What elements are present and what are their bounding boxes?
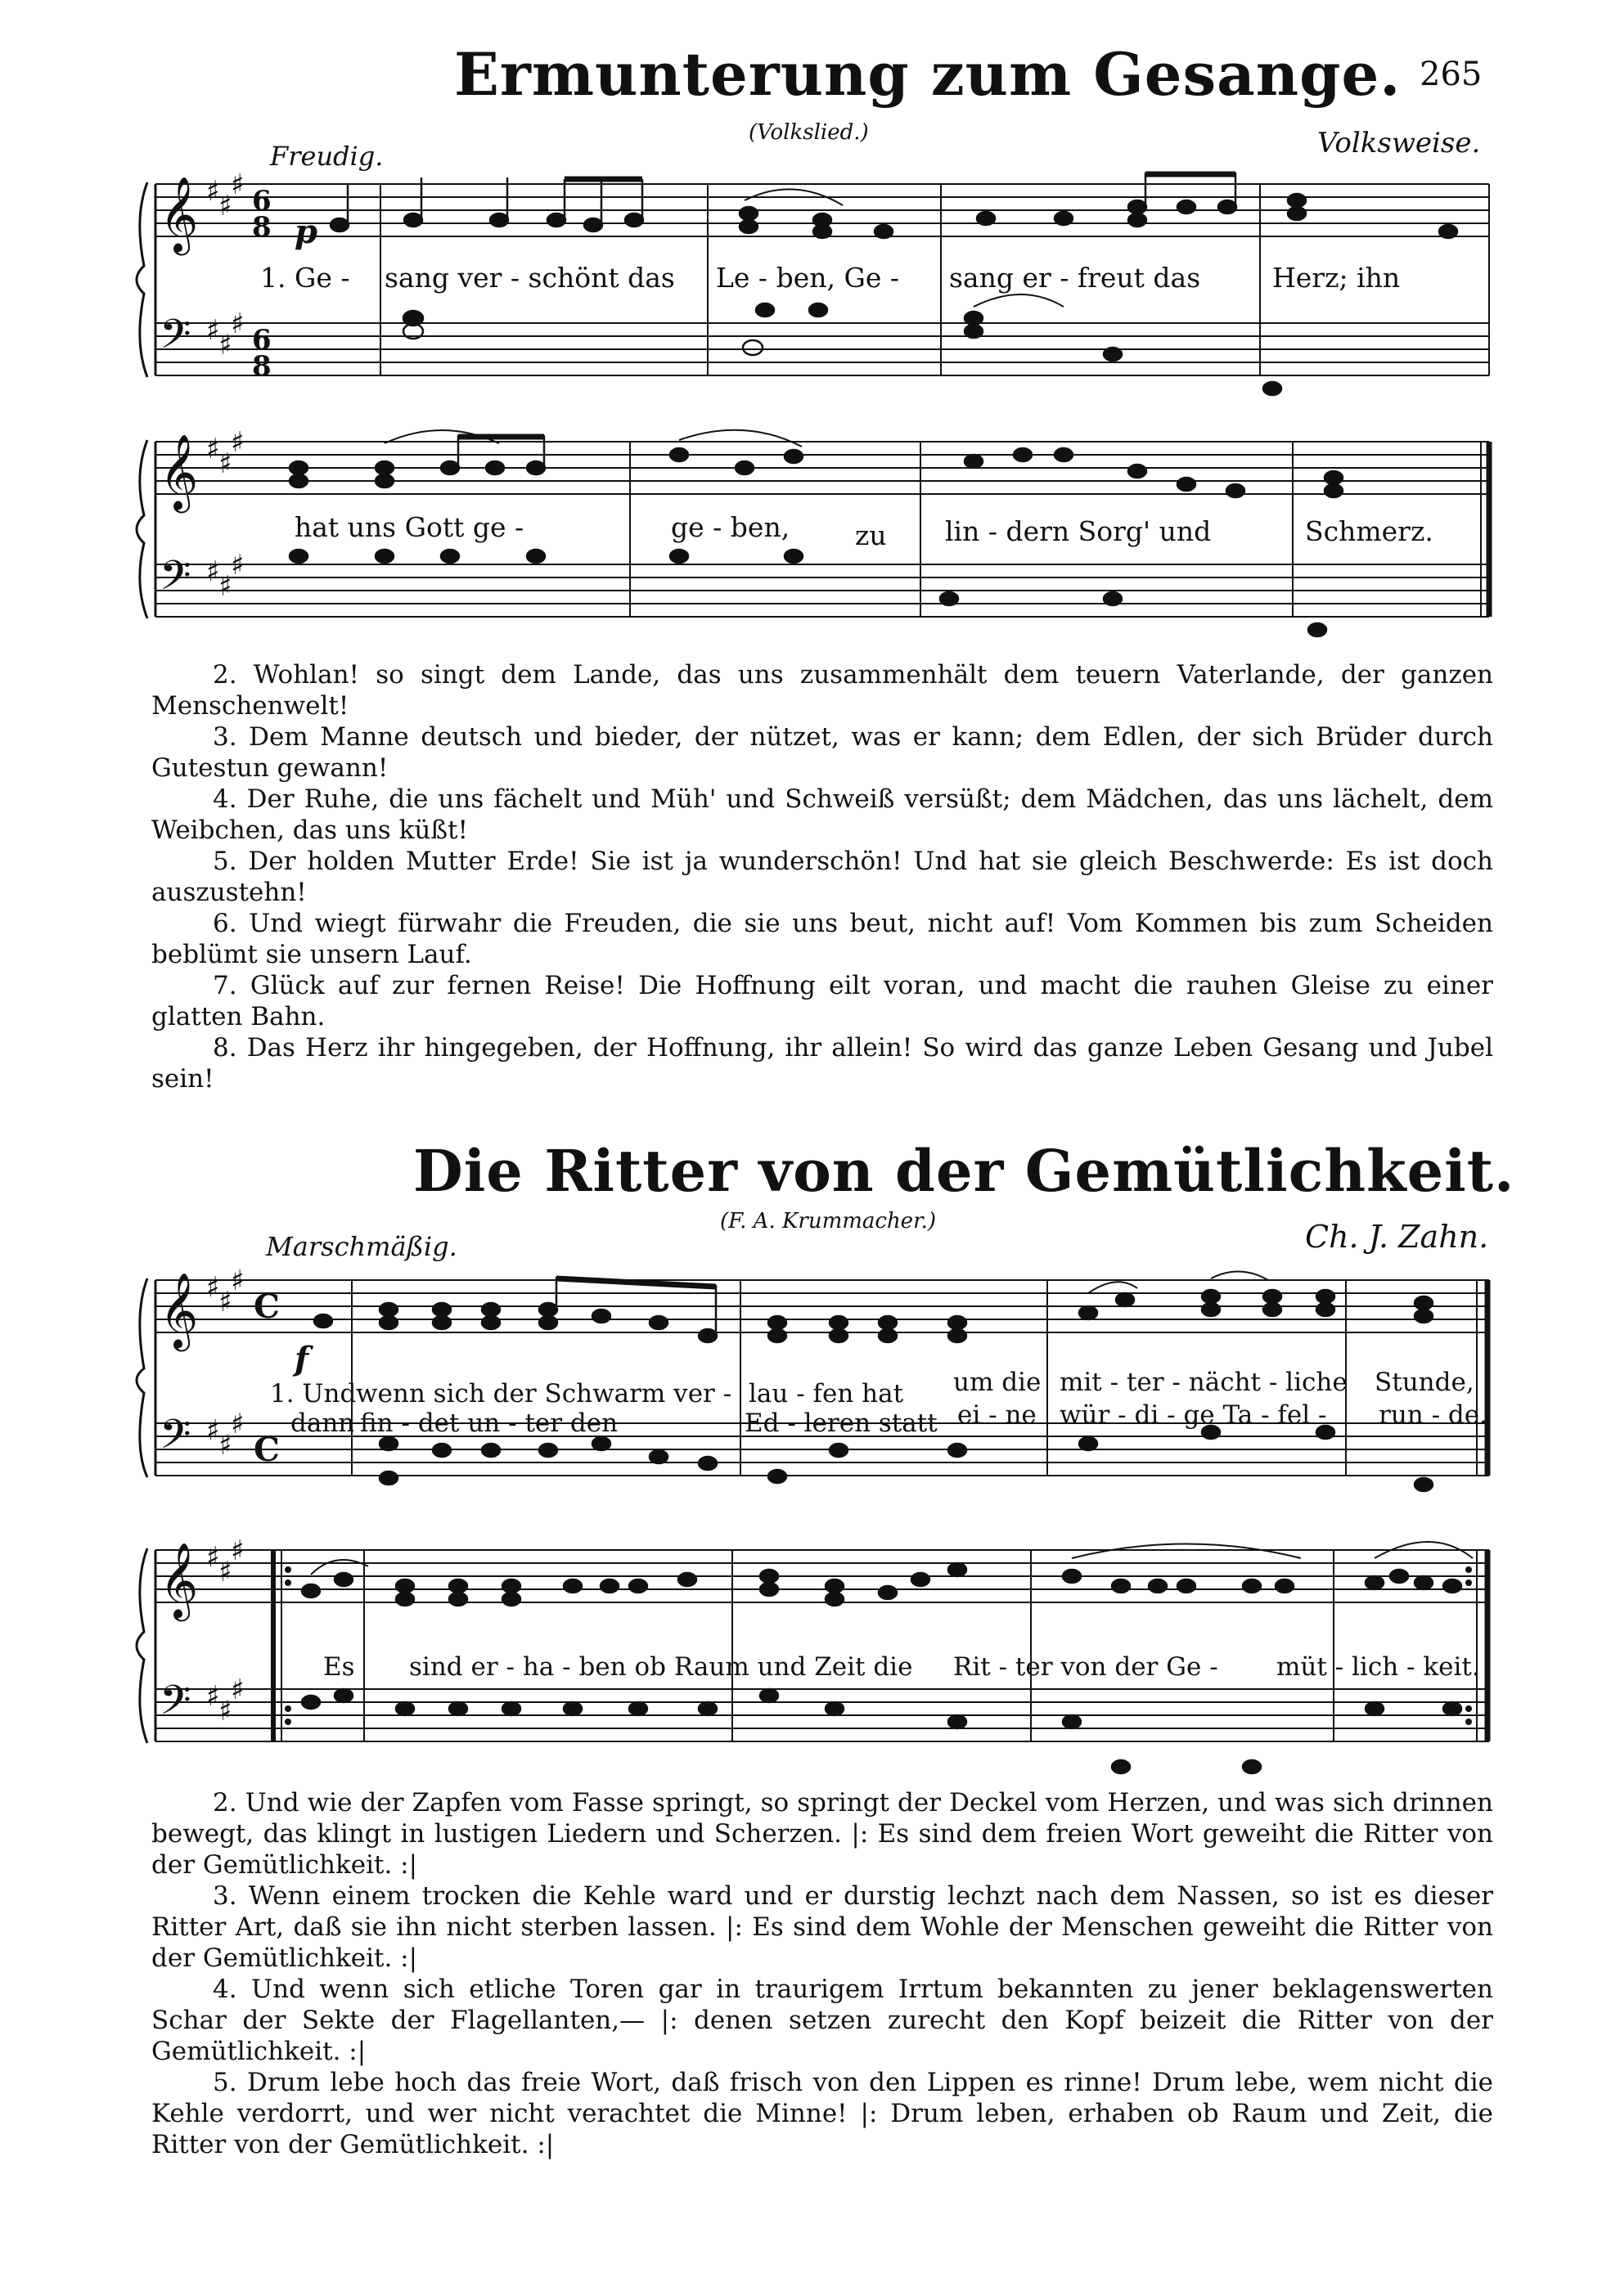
svg-text:♯: ♯	[206, 433, 220, 465]
song1-composer: Volksweise.	[1317, 127, 1481, 160]
svg-text:♯: ♯	[206, 1680, 220, 1713]
lyric-syllables: mit - ter - nächt - liche	[1060, 1368, 1348, 1397]
verse-4: 4. Der Ruhe, die uns fächelt und Müh' und Schweiß versüßt; dem Mädchen, das uns lächelt, dem Weibchen, das uns küßt!	[151, 784, 1493, 845]
lyric-syllables: Stunde,	[1375, 1368, 1474, 1397]
lyric-syllables: ge - ben,	[671, 511, 790, 543]
lyric-syllables: Rit - ter von der Ge -	[953, 1652, 1218, 1682]
song2-verses	[151, 1787, 1493, 2160]
svg-text:♯: ♯	[218, 1556, 232, 1588]
lyric-syllables: wür - di - ge Ta - fel -	[1060, 1400, 1327, 1430]
svg-text:♯: ♯	[231, 426, 245, 459]
song2-composer: Ch. J. Zahn.	[1305, 1219, 1489, 1255]
svg-text:♯: ♯	[206, 1414, 220, 1447]
lyric-syllables: Le - ben, Ge -	[716, 262, 899, 294]
svg-text:8: 8	[252, 350, 272, 383]
svg-text:C: C	[254, 1287, 280, 1326]
lyric-syllables: zu	[855, 519, 887, 551]
song1-verses	[151, 659, 1493, 1094]
svg-text:♯: ♯	[231, 1674, 245, 1706]
verse-2: 2. Und wie der Zapfen vom Fasse springt, so springt der Deckel vom Herzen, und was sich drinnen bewegt, das klingt in lustigen Liedern und Scherzen. |: Es sind dem freien Wort geweiht die Ritter von der Gemütlichkeit. :|	[151, 1788, 1493, 1880]
lyric-syllables: sind er - ha - ben ob Raum und Zeit die	[409, 1652, 913, 1682]
verse-3: 3. Wenn einem trocken die Kehle ward und er durstig lechzt nach dem Nassen, so ist es dieser Ritter Art, daß sie ihn nicht sterben lassen. |: Es sind dem Wohle der Menschen geweiht die Ritter von der Gemütlichkeit. :|	[151, 1881, 1493, 1973]
lyric-syllables: müt - lich - keit.	[1276, 1652, 1480, 1682]
svg-text:♯: ♯	[218, 190, 232, 222]
svg-text:♯: ♯	[206, 175, 220, 208]
lyric-syllables: lin - dern Sorg' und	[945, 515, 1212, 547]
lyric-syllables: lau - fen hat	[749, 1379, 904, 1409]
svg-text:8: 8	[252, 211, 272, 244]
svg-text:♯: ♯	[231, 1265, 245, 1297]
svg-text:6: 6	[252, 324, 272, 357]
svg-text:6: 6	[252, 185, 272, 218]
svg-text:𝄢: 𝄢	[160, 1411, 191, 1468]
svg-text:♯: ♯	[206, 1271, 220, 1304]
lyric-syllables: Schmerz.	[1305, 515, 1433, 547]
svg-text:♯: ♯	[218, 1695, 232, 1728]
svg-text:♯: ♯	[218, 1286, 232, 1319]
lyric-syllables: Ed - leren statt	[745, 1409, 938, 1438]
svg-text:𝄢: 𝄢	[160, 1677, 191, 1734]
lyric-syllables: Es	[323, 1652, 355, 1682]
verse-7: 7. Glück auf zur fernen Reise! Die Hoffnung eilt voran, und macht die rauhen Gleise zu einer glatten Bahn.	[151, 971, 1493, 1031]
svg-text:♯: ♯	[231, 1534, 245, 1567]
svg-text:♯: ♯	[218, 570, 232, 603]
verse-4: 4. Und wenn sich etliche Toren gar in traurigem Irrtum bekannten zu jener beklagenswerten Schar der Sekte der Flagellanten,— |: denen setzen zurecht den Kopf beizeit die Ritter von der Gemütlichkeit. :|	[151, 1975, 1493, 2066]
svg-text:𝄞: 𝄞	[160, 176, 199, 252]
svg-text:♯: ♯	[218, 447, 232, 480]
svg-text:♯: ♯	[231, 1408, 245, 1440]
svg-text:♯: ♯	[231, 308, 245, 340]
verse-3: 3. Dem Manne deutsch und bieder, der nützet, was er kann; dem Edlen, der sich Brüder durch Gutestun gewann!	[151, 722, 1493, 783]
svg-text:𝄞: 𝄞	[160, 1542, 199, 1618]
svg-text:C: C	[254, 1431, 280, 1469]
lyric-syllables: 1. Und	[270, 1379, 357, 1409]
song2-tempo: Marschmäßig.	[266, 1231, 457, 1262]
svg-text:♯: ♯	[231, 549, 245, 582]
lyric-syllables: sang ver - schönt das	[385, 262, 675, 294]
lyric-syllables: wenn sich der Schwarm ver -	[356, 1379, 732, 1409]
page-number: 265	[1420, 56, 1483, 93]
lyric-syllables: dann	[290, 1409, 355, 1438]
verse-8: 8. Das Herz ihr hingegeben, der Hoffnung, ihr allein! So wird das ganze Leben Gesang und Jubel sein!	[151, 1033, 1493, 1094]
verse-6: 6. Und wiegt fürwahr die Freuden, die sie uns beut, nicht auf! Vom Kommen bis zum Scheiden beblümt sie unsern Lauf.	[151, 909, 1493, 969]
svg-text:f: f	[295, 1340, 309, 1378]
svg-text:♯: ♯	[218, 1429, 232, 1462]
song1-tempo: Freudig.	[270, 141, 384, 172]
svg-text:♯: ♯	[206, 314, 220, 347]
svg-text:𝄞: 𝄞	[160, 1272, 199, 1348]
verse-5: 5. Drum lebe hoch das freie Wort, daß frisch von den Lippen es rinne! Drum lebe, wem nicht die Kehle verdorrt, und wer nicht verachtet die Minne! |: Drum leben, erhaben ob Raum und Zeit, die Ritter von der Gemütlichkeit. :|	[151, 2068, 1493, 2159]
verse-2: 2. Wohlan! so singt dem Lande, das uns zusammenhält dem teuern Vaterlande, der ganzen Menschenwelt!	[151, 660, 1493, 721]
svg-text:𝄢: 𝄢	[160, 311, 191, 368]
svg-text:p: p	[295, 213, 317, 251]
verse-5: 5. Der holden Mutter Erde! Sie ist ja wunderschön! Und hat sie gleich Beschwerde: Es ist doch auszustehn!	[151, 847, 1493, 907]
lyric-syllables: sang er - freut das	[949, 262, 1201, 294]
lyric-syllables: hat uns Gott ge -	[295, 511, 524, 543]
song2-source: (F. A. Krummacher.)	[720, 1209, 937, 1233]
svg-text:𝄢: 𝄢	[160, 552, 191, 609]
svg-text:♯: ♯	[206, 555, 220, 588]
lyric-syllables: run - de.	[1379, 1400, 1487, 1430]
song2-title: Die Ritter von der Gemütlichkeit.	[413, 1137, 1515, 1205]
lyric-syllables: ei - ne	[957, 1400, 1037, 1430]
lyric-syllables: um die	[953, 1368, 1042, 1397]
song1-source: (Volkslied.)	[749, 120, 869, 145]
song1-title: Ermunterung zum Gesange.	[454, 39, 1402, 109]
lyric-syllables: fin - det un - ter den	[360, 1409, 619, 1438]
lyric-syllables: 1. Ge -	[260, 262, 350, 294]
svg-text:♯: ♯	[231, 168, 245, 201]
svg-text:♯: ♯	[206, 1541, 220, 1574]
svg-text:𝄞: 𝄞	[160, 434, 199, 510]
lyric-syllables: Herz; ihn	[1272, 262, 1401, 294]
svg-text:♯: ♯	[218, 329, 232, 362]
